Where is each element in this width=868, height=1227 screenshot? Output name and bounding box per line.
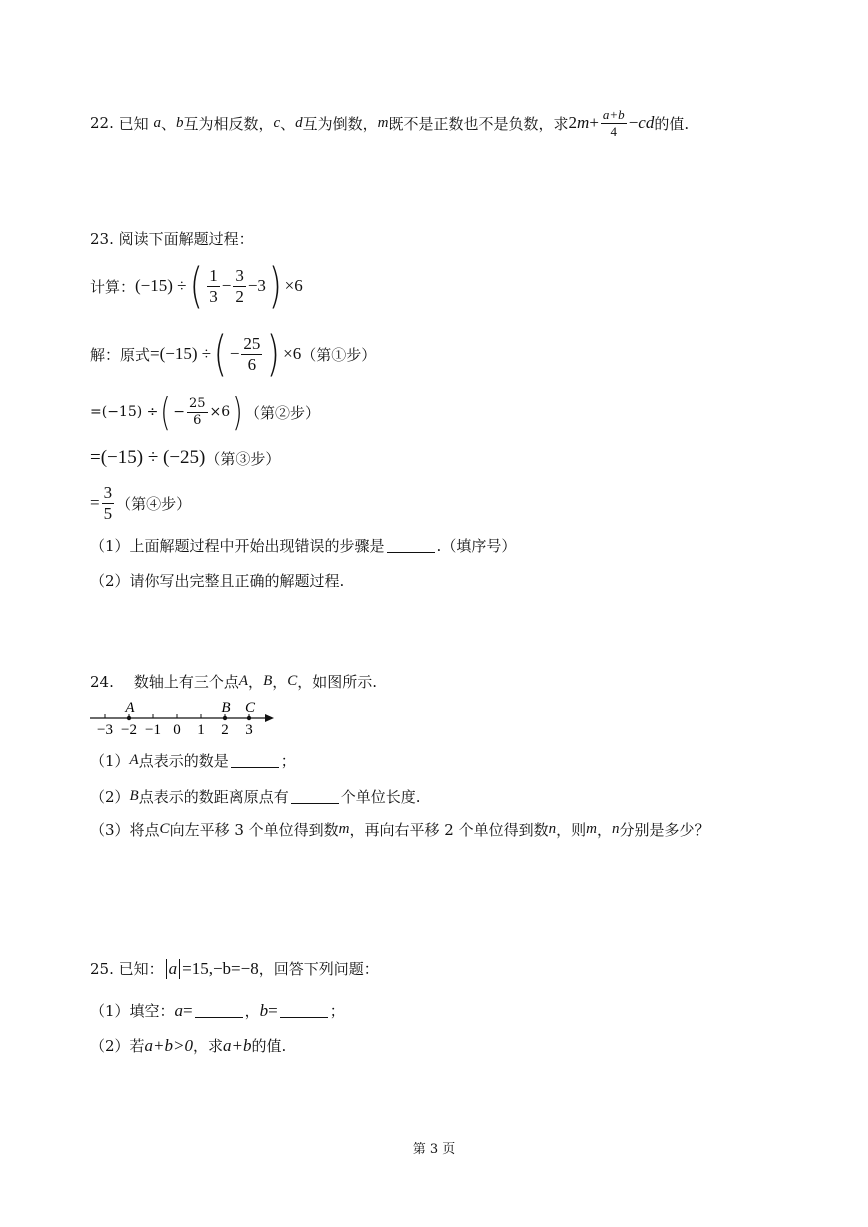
point-b-dot: [223, 716, 227, 720]
part-text: （1）上面解题过程中开始出现错误的步骤是: [90, 537, 385, 555]
paren-left: (: [189, 258, 203, 314]
frac-denominator: 5: [103, 503, 113, 523]
point-b-label: B: [263, 673, 273, 689]
q23-step4-line: [90, 484, 191, 523]
paren-left: (: [160, 390, 171, 434]
math-op: −: [221, 276, 232, 295]
expr-coef: 2: [568, 113, 578, 133]
question-23-title: 23. 阅读下面解题过程：: [90, 230, 254, 248]
frac-numerator: 25: [243, 333, 261, 353]
q23-step1-line: [90, 326, 377, 382]
part-text: ，求: [193, 1037, 224, 1055]
q22-text: 既不是正数也不是负数，求: [388, 114, 569, 133]
fraction: [187, 397, 208, 427]
q24-text: 数轴上有三个点: [133, 673, 239, 691]
part-text: 点表示的数距离原点有: [138, 788, 289, 806]
answer-blank[interactable]: [291, 789, 339, 804]
frac-numerator: 25: [188, 395, 206, 411]
q24-sep: ，: [248, 673, 264, 691]
step-label: （第②步）: [244, 403, 320, 422]
q23-step2-line: [90, 390, 320, 434]
q23-step3-line: [90, 447, 280, 469]
point-a-label: A: [125, 700, 135, 716]
part-text: ；: [280, 752, 296, 770]
q25-text: 25. 已知：: [90, 960, 164, 978]
abs-bar: [166, 959, 167, 979]
expr-op: −: [628, 113, 639, 133]
fraction: [601, 108, 627, 138]
fraction: [233, 267, 246, 306]
var-m: m: [377, 114, 389, 131]
part-text: 向左平移 3 个单位得到数: [169, 821, 339, 839]
q24-part2: [90, 786, 421, 807]
part-text: 的值.: [251, 1037, 287, 1055]
part-text: （1）: [90, 752, 130, 770]
var-a: a: [153, 114, 161, 131]
part-text: ，: [596, 821, 612, 839]
number-line-diagram: [88, 697, 288, 741]
part-text: ，再向右平移 2 个单位得到数: [349, 821, 549, 839]
math-op: =: [183, 1000, 193, 1020]
math-expr: =(−15) ÷ (−25): [90, 447, 206, 468]
point-b-label: B: [221, 700, 231, 716]
tick-label: −3: [97, 722, 113, 738]
frac-denominator: 3: [209, 286, 218, 306]
paren-right: ): [267, 326, 281, 382]
point-c-label: C: [159, 821, 170, 837]
point-c-dot: [247, 716, 251, 720]
q24-sep: ，: [272, 673, 288, 691]
q22-sep: 、: [160, 114, 176, 133]
frac-denominator: 6: [247, 354, 257, 374]
abs-bar: [179, 959, 180, 979]
part-text: （3）将点: [90, 821, 160, 839]
part-text: ，: [244, 1002, 260, 1020]
q23-part2: （2）请你写出完整且正确的解题过程.: [90, 572, 345, 590]
part-text: ，则: [556, 821, 587, 839]
part-text: （1）填空：: [90, 1002, 175, 1020]
paren-right: ): [232, 390, 243, 434]
step-label: （第④步）: [116, 494, 192, 513]
expr-var: m: [577, 113, 590, 133]
question-24-title: [90, 671, 377, 692]
point-a-label: A: [238, 673, 249, 689]
math-op: =: [268, 1000, 278, 1020]
frac-numerator: 1: [209, 265, 218, 285]
part-text: （2）若: [90, 1037, 145, 1055]
frac-numerator: 3: [235, 265, 244, 285]
fraction: [102, 484, 115, 523]
solution-label: 解：原式: [90, 345, 151, 364]
q24-part1: [90, 750, 296, 771]
question-22: [90, 108, 689, 138]
expr-op: +: [589, 113, 599, 133]
answer-blank[interactable]: [387, 538, 435, 553]
frac-denominator: 2: [235, 286, 244, 306]
point-c-label: C: [244, 700, 256, 716]
q22-text: 互为倒数，: [302, 114, 378, 133]
q22-sep: 、: [280, 114, 296, 133]
var-n: n: [548, 821, 557, 837]
calc-label: 计算：: [90, 277, 136, 296]
var-c: c: [273, 114, 281, 131]
part-text: 点表示的数是: [138, 752, 229, 770]
q24-part3: [90, 819, 709, 840]
q25-part2: [90, 1035, 286, 1056]
q22-text: 已知: [118, 114, 149, 133]
q22-text: 互为相反数，: [183, 114, 274, 133]
frac-denominator: 4: [610, 123, 618, 139]
math-op: −: [173, 404, 185, 420]
var-a: a: [174, 1000, 184, 1020]
q22-text: 的值.: [654, 114, 690, 133]
fraction: [207, 267, 220, 306]
math-expr: ×6: [209, 404, 231, 420]
part-text: ；: [329, 1002, 345, 1020]
q23-part1: [90, 535, 516, 556]
q23-calc-line: [90, 258, 303, 314]
math-expr: −3: [247, 276, 266, 295]
number-line-points: [124, 700, 256, 720]
q22-number: 22.: [90, 114, 114, 133]
q24-number: 24.: [90, 672, 114, 691]
paren-right: ): [268, 258, 282, 314]
frac-numerator: 3: [103, 483, 113, 502]
frac-denominator: 6: [193, 412, 202, 428]
q25-part1: [90, 1000, 345, 1021]
var-n: n: [611, 821, 620, 837]
tick-label: 3: [245, 722, 253, 738]
point-c-label: C: [287, 673, 298, 689]
point-a-dot: [127, 716, 131, 720]
expr-var: cd: [638, 113, 655, 133]
tick-label: 1: [197, 722, 205, 738]
math-expr: ×6: [284, 276, 303, 295]
part-text: 个单位长度.: [340, 788, 421, 806]
tick-label: 0: [173, 722, 181, 738]
var-b: b: [175, 114, 184, 131]
frac-numerator: a+b: [602, 107, 625, 122]
part-text: （2）: [90, 788, 130, 806]
question-25-title: [90, 958, 379, 979]
step-label: （第①步）: [301, 345, 377, 364]
var-d: d: [295, 114, 303, 131]
step-label: （第③步）: [205, 449, 281, 468]
math-op: =: [90, 493, 100, 513]
math-expr: a+b>0: [144, 1035, 193, 1055]
tick-label: −2: [121, 722, 137, 738]
math-expr: =(−15) ÷: [150, 344, 212, 363]
tick-label: −1: [145, 722, 161, 738]
math-expr: ×6: [283, 344, 302, 363]
q24-text: ，如图所示.: [297, 673, 378, 691]
var-a: a: [168, 958, 178, 978]
part-text: .（填序号）: [436, 537, 517, 555]
point-a-label: A: [129, 752, 139, 768]
math-op: −: [229, 344, 240, 363]
answer-blank[interactable]: [231, 753, 279, 768]
var-b: b: [259, 1000, 269, 1020]
point-b-label: B: [129, 788, 139, 804]
fraction: [241, 335, 262, 374]
answer-blank[interactable]: [195, 1003, 243, 1018]
part-text: 分别是多少？: [619, 821, 710, 839]
math-expr: a+b: [223, 1035, 252, 1055]
math-expr: =(−15) ÷: [90, 404, 159, 420]
arrow-head-icon: [265, 714, 274, 722]
var-m: m: [586, 821, 597, 837]
math-expr: =15,−b=−8: [182, 958, 259, 978]
page-number: 第 3 页: [412, 1142, 456, 1157]
var-m: m: [338, 821, 350, 837]
paren-left: (: [213, 326, 228, 382]
answer-blank[interactable]: [280, 1003, 328, 1018]
tick-label: 2: [221, 722, 229, 738]
math-expr: (−15) ÷: [135, 276, 187, 295]
q25-text: ，回答下列问题：: [258, 960, 379, 978]
